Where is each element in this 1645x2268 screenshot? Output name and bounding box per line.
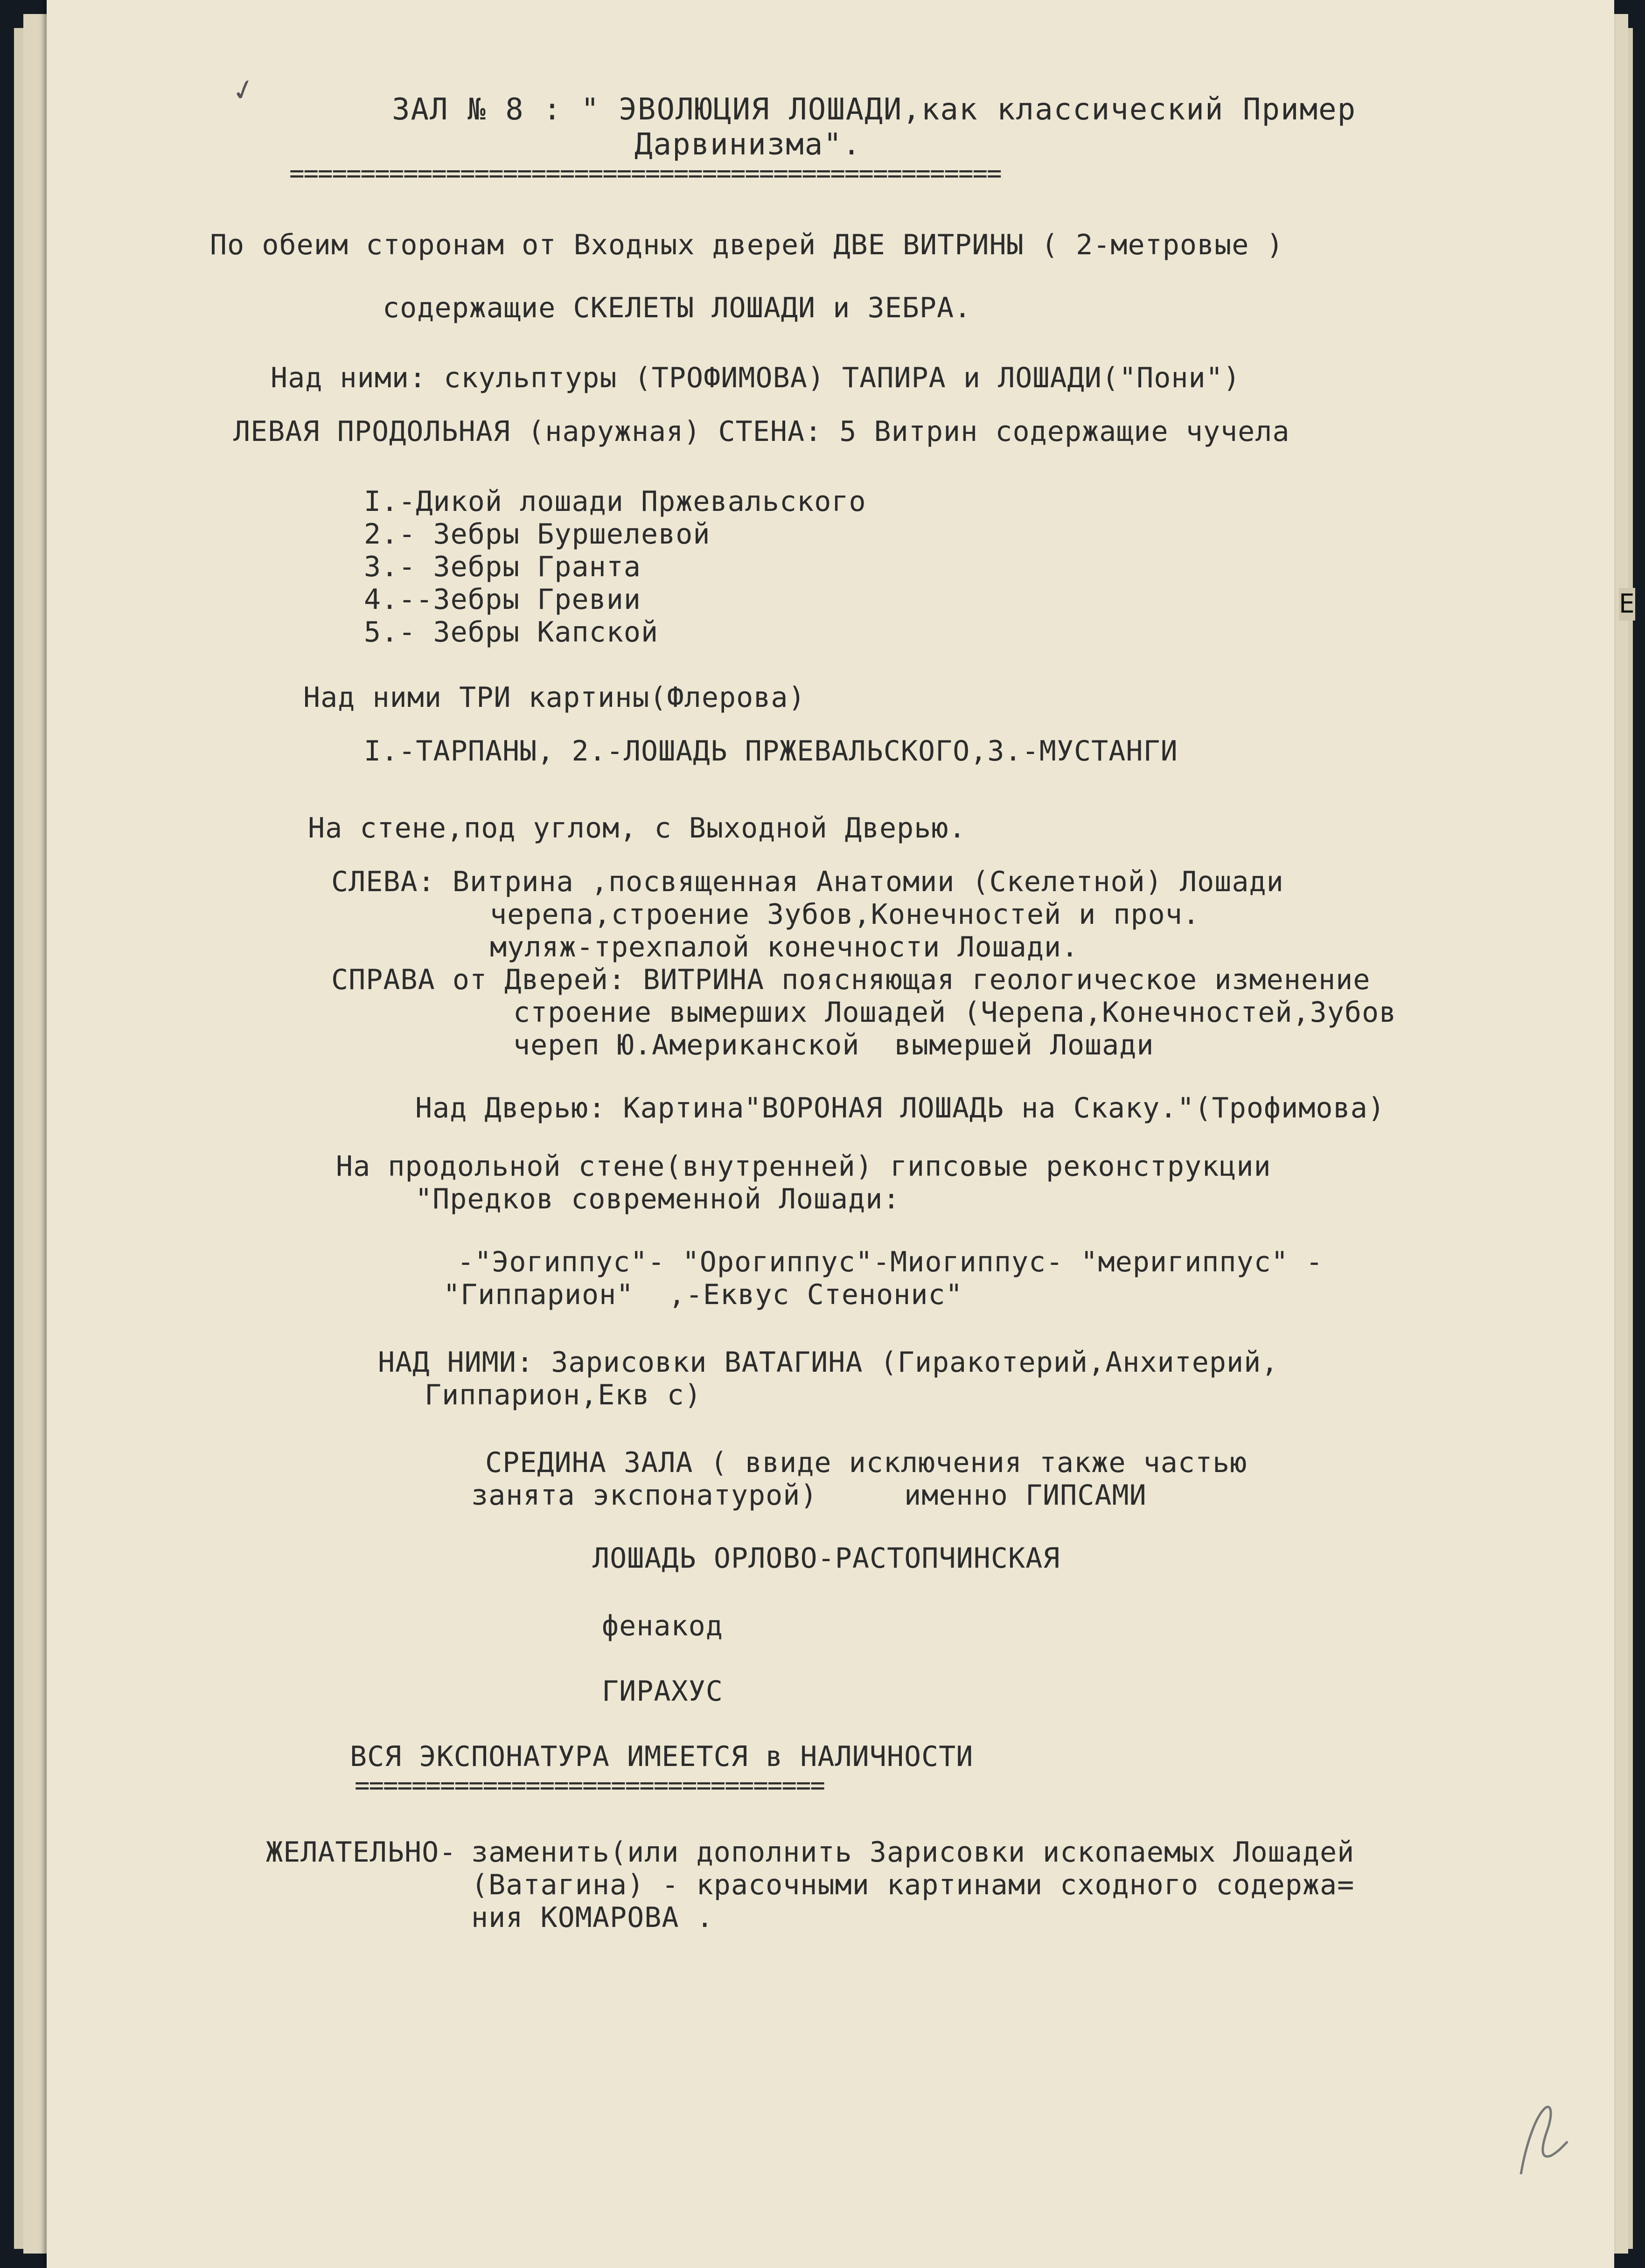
inner-line-1: На продольной стене(внутренней) гипсовые реконструкции (336, 1150, 1271, 1183)
title-rule: ================================================== (289, 159, 1001, 188)
wish-label: ЖЕЛАТЕЛЬНО- (266, 1836, 457, 1869)
document-page (47, 0, 1614, 2268)
right-line-3: череп Ю.Американской вымершей Лошади (513, 1029, 1154, 1061)
right-line-1: СПРАВА от Дверей: ВИТРИНА поясняющая геологическое изменение (331, 963, 1371, 996)
signature-icon (1507, 2090, 1572, 2184)
wish-line-2: (Ватагина) - красочными картинами сходного содержа= (471, 1869, 1355, 1901)
para4: Над ними ТРИ картины(Флерова) (303, 681, 806, 714)
title-line-2: Дарвинизма". (634, 127, 862, 162)
list-item: 3.- Зебры Гранта (364, 551, 641, 583)
sketches-line-2: Гиппарион,Екв с) (425, 1379, 702, 1411)
para3: ЛЕВАЯ ПРОДОЛЬНАЯ (наружная) СТЕНА: 5 Витрин содержащие чучела (233, 415, 1290, 448)
middle-line-2: занята экспонатурой) именно ГИПСАМИ (471, 1479, 1147, 1512)
wish-line-3: ния КОМАРОВА . (471, 1901, 714, 1934)
para1-line1: По обеим сторонам от Входных дверей ДВЕ ВИТРИНЫ ( 2-метровые ) (210, 229, 1284, 261)
exhibit-item: ГИРАХУС (602, 1675, 723, 1708)
title-line-1: ЗАЛ № 8 : " ЭВОЛЮЦИЯ ЛОШАДИ,как классический Пример (392, 92, 1357, 127)
list-item: 4.--Зебры Гревии (364, 583, 641, 616)
all-present-rule: ================================= (355, 1771, 824, 1800)
edge-glyph: Е (1619, 588, 1635, 621)
para5: I.-ТАРПАНЫ, 2.-ЛОШАДЬ ПРЖЕВАЛЬСКОГО,3.-МУСТАНГИ (364, 735, 1178, 768)
exhibit-item: ЛОШАДЬ ОРЛОВО-РАСТОПЧИНСКАЯ (592, 1542, 1060, 1575)
para1-line2: содержащие СКЕЛЕТЫ ЛОШАДИ и ЗЕБРА. (383, 292, 972, 324)
middle-line-1: СРЕДИНА ЗАЛА ( ввиде исключения также частью (485, 1446, 1248, 1479)
wish-line-1: заменить(или дополнить Зарисовки ископаемых Лошадей (471, 1836, 1355, 1869)
right-line-2: строение вымерших Лошадей (Черепа,Конечностей,Зубов (513, 996, 1397, 1029)
left-line-3: муляж-трехпалой конечности Лошади. (490, 931, 1079, 963)
left-line-1: СЛЕВА: Витрина ,посвященная Анатомии (Скелетной) Лошади (331, 865, 1284, 898)
left-line-2: черепа,строение Зубов,Конечностей и проч. (490, 898, 1200, 931)
list-item: 2.- Зебры Буршелевой (364, 518, 711, 551)
exhibit-item: фенакод (602, 1610, 723, 1642)
all-present: ВСЯ ЭКСПОНАТУРА ИМЕЕТСЯ в НАЛИЧНОСТИ (350, 1740, 974, 1773)
para2: Над ними: скульптуры (ТРОФИМОВА) ТАПИРА и ЛОШАДИ("Пони") (271, 362, 1241, 394)
sketches-line-1: НАД НИМИ: Зарисовки ВАТАГИНА (Гиракотерий,Анхитерий, (378, 1346, 1279, 1379)
check-mark-icon: ✓ (229, 68, 258, 111)
over-door: Над Дверью: Картина"ВОРОНАЯ ЛОШАДЬ на Скаку."(Трофимова) (415, 1092, 1385, 1124)
ancestors-line-2: "Гиппарион" ,-Еквус Стенонис" (443, 1278, 963, 1311)
list-item: I.-Дикой лошади Пржевальского (364, 485, 866, 518)
para6: На стене,под углом, с Выходной Дверью. (308, 812, 966, 844)
inner-line-2: "Предков современной Лошади: (415, 1183, 900, 1215)
list-item: 5.- Зебры Капской (364, 616, 659, 649)
ancestors-line-1: -"Эогиппус"- "Орогиппус"-Миогиппус- "меригиппус" - (457, 1246, 1324, 1278)
